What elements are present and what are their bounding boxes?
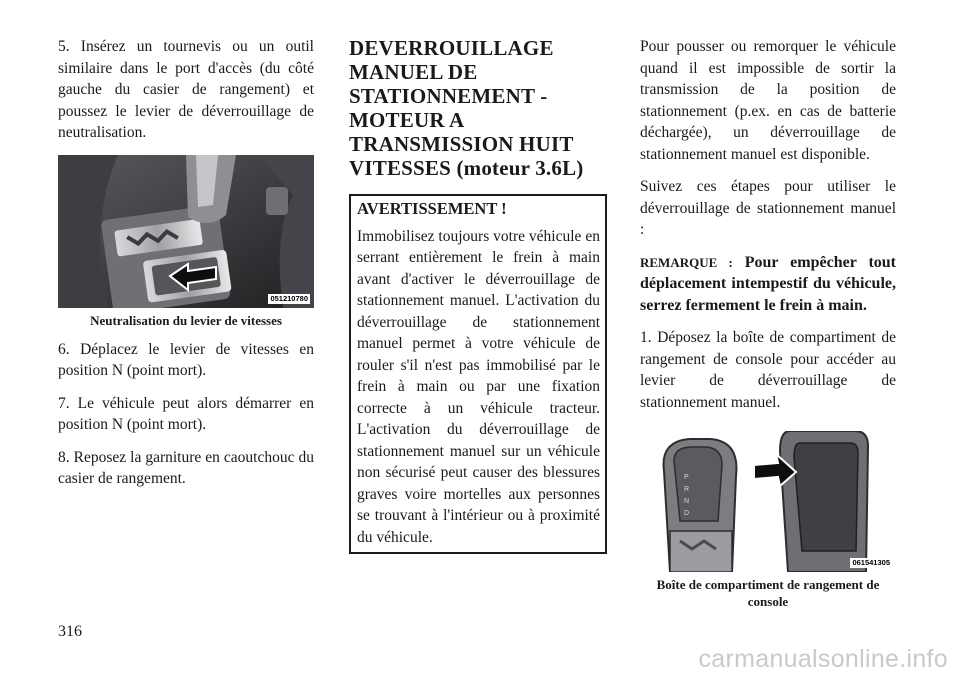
shifter-override-figure (58, 155, 314, 308)
step-6-text: 6. Déplacez le levier de vitesses en position N (point mort). (58, 340, 314, 379)
section-title: DEVERROUILLAGE MANUEL DE STATIONNEMENT - MOTEUR A TRANSMISSION HUIT VITESSES (moteur 3.6L) (349, 36, 584, 180)
note-text: Pour empêcher tout déplacement intempestif du véhicule, serrez fermement le frein à main. (640, 253, 896, 314)
figure-code: 061541305 (852, 558, 890, 567)
figure-code: 051210780 (270, 293, 308, 303)
step-7-text: 7. Le véhicule peut alors démarrer en position N (point mort). (58, 394, 314, 433)
warning-title: AVERTISSEMENT ! (357, 199, 507, 218)
step-1-text: 1. Déposez la boîte de compartiment de rangement de console pour accéder au levier de déverrouillage de stationnement manuel. (640, 329, 896, 411)
gear-letters: P (684, 474, 689, 481)
shifter-photo (58, 155, 314, 308)
console-bin-figure (640, 431, 896, 572)
figure-caption: Boîte de compartiment de rangement de console (656, 577, 880, 609)
console-bin-illustration (640, 431, 896, 572)
step-8-text: 8. Reposez la garniture en caoutchouc du casier de rangement. (58, 448, 314, 487)
column-left (58, 36, 314, 501)
gear-letters-2: R (684, 486, 690, 493)
intro-text: Pour pousser ou remorquer le véhicule quand il est impossible de sortir la transmission de la position de stationnement (p.ex. en cas de batterie déchargée), un déverrouillage de stationnement manuel est disponible. (640, 38, 896, 163)
steps-intro-text: Suivez ces étapes pour utiliser le déverrouillage de stationnement manuel : (640, 178, 896, 238)
page-number: 316 (58, 623, 82, 640)
figure-caption: Neutralisation du levier de vitesses (90, 312, 282, 328)
column-right (640, 36, 896, 620)
watermark: carmanualsonline.info (698, 645, 948, 673)
warning-text: Immobilisez toujours votre véhicule en serrant entièrement le frein à main avant d'activer le déverrouillage de stationnement manuel. L'activation du déverrouillage de stationnement manuel permet à votre véhicule de rouler s'il n'est pas immobilisé par le frein à main ou par une fixation correcte à un véhicule tracteur. L'activation du déverrouillage de stationnement manuel sur un véhicule non sécurisé peut causer des blessures graves voire mortelles aux personnes se trouvant à l'intérieur ou à proximité du véhicule. (357, 227, 600, 546)
note (640, 252, 896, 317)
column-middle (349, 36, 607, 554)
gear-letters-3: N (684, 498, 690, 505)
gear-letters-4: D (684, 510, 690, 517)
warning-box (349, 194, 607, 554)
note-label: REMARQUE : (640, 254, 733, 270)
step-5-text: 5. Insérez un tournevis ou un outil similaire dans le port d'accès (du côté gauche du casier de rangement) et poussez le levier de déverrouillage de neutralisation. (58, 38, 314, 141)
